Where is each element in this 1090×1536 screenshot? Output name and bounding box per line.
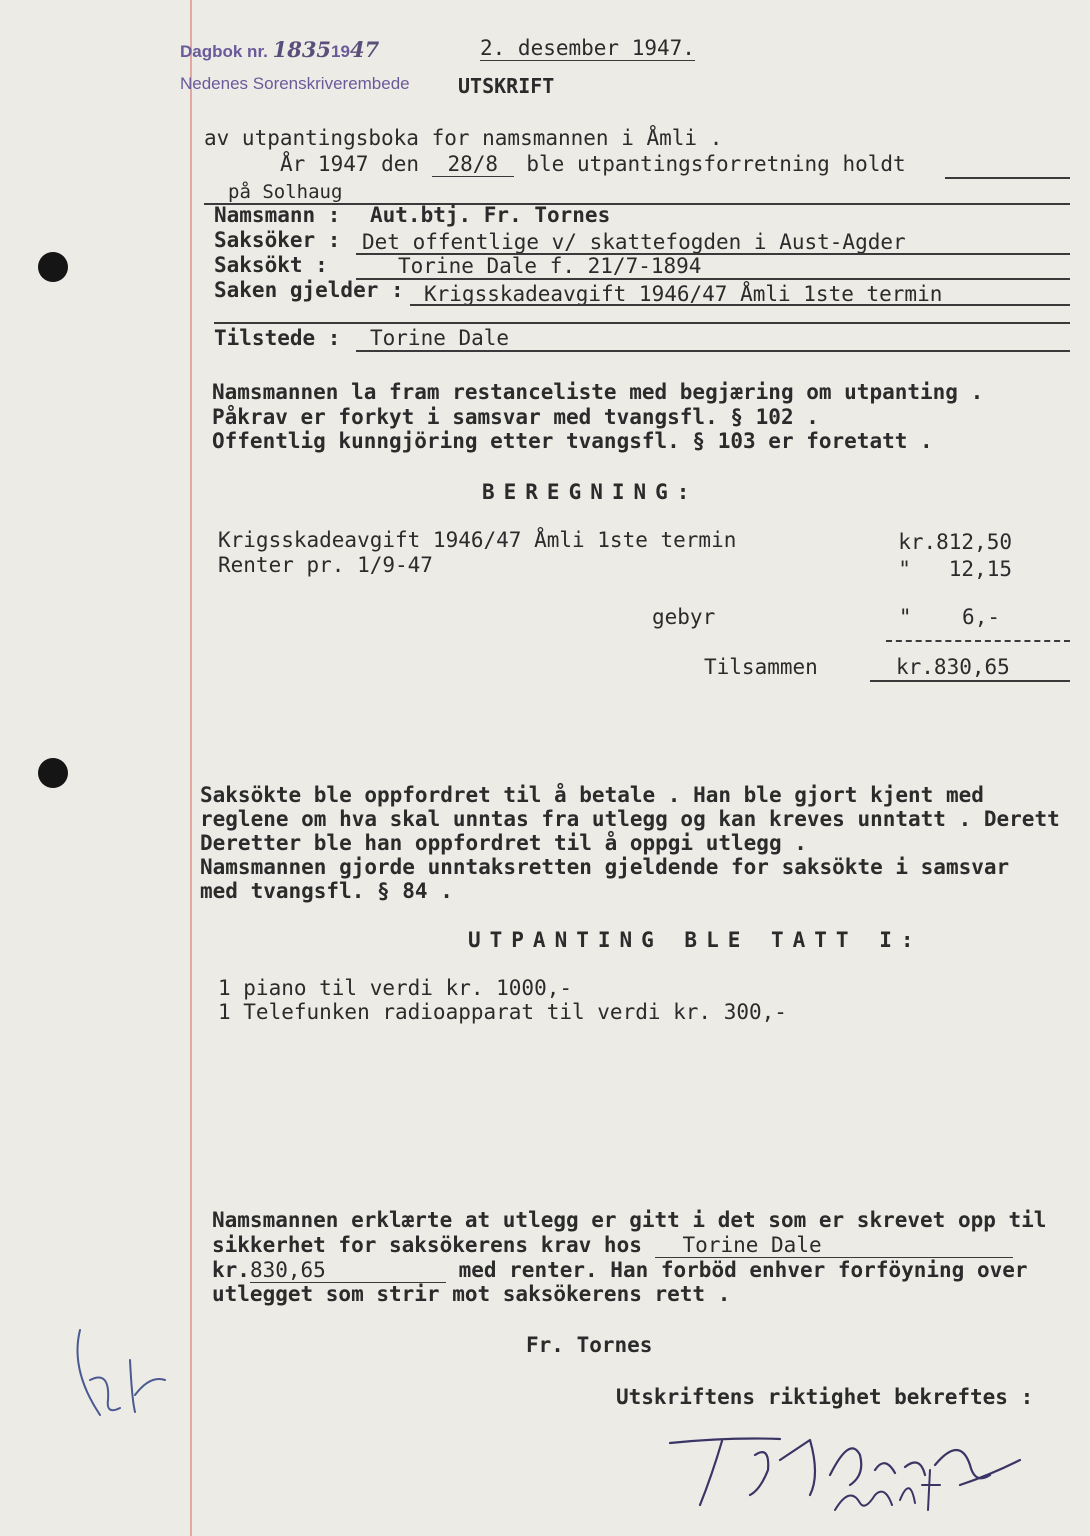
dagbok-year-prefix: 19 — [331, 42, 350, 61]
document-date: 2. desember 1947. — [480, 36, 695, 60]
total-label: Tilsammen — [704, 655, 818, 679]
namsmann-label: Namsmann : — [214, 203, 341, 227]
beregning-row-label: gebyr — [652, 605, 716, 629]
document-type: UTSKRIFT — [458, 74, 555, 98]
beregning-row-amount: " 6,- — [898, 605, 1000, 629]
para2-line: Saksökte ble oppfordret til å betale . Han ble gjort kjent med — [200, 783, 984, 807]
saksoker-value: Det offentlige v/ skattefogden i Aust-Agder — [362, 230, 906, 254]
margin-initials — [60, 1320, 180, 1430]
para2-line: Deretter ble han oppfordret til å oppgi utlegg . — [200, 831, 807, 855]
tilstede-label: Tilstede : — [214, 326, 341, 350]
handwritten-signature — [660, 1415, 1050, 1515]
intro-year: År 1947 den — [280, 152, 420, 176]
beregning-row-amount: kr.812,50 — [898, 530, 1012, 554]
para1-line: Påkrav er forkyt i samsvar med tvangsfl. § 102 . — [212, 405, 819, 429]
para2-line: med tvangsfl. § 84 . — [200, 879, 453, 903]
saksokt-value: Torine Dale f. 21/7-1894 — [398, 254, 702, 278]
fill-line — [356, 278, 1070, 280]
punch-hole — [38, 758, 68, 788]
fill-line — [410, 304, 1070, 306]
dagbok-year: 47 — [349, 37, 380, 62]
para3-line-4: utlegget som strir mot saksökerens rett . — [212, 1282, 731, 1306]
dagbok-number: 1835 — [272, 37, 332, 62]
saksoker-label: Saksöker : — [214, 228, 341, 252]
utpanting-item: 1 piano til verdi kr. 1000,- — [218, 976, 573, 1000]
office-stamp: Nedenes Sorenskriverembede — [180, 74, 410, 93]
namsmann-value: Aut.btj. Fr. Tornes — [370, 203, 611, 227]
sum-dash-line — [886, 640, 1070, 642]
fill-line — [356, 350, 1070, 352]
intro-place: på Solhaug — [228, 181, 343, 203]
saken-label: Saken gjelder : — [214, 278, 404, 302]
para1-line: Namsmannen la fram restanceliste med begjæring om utpanting . — [212, 380, 984, 404]
beregning-row-amount: " 12,15 — [898, 557, 1012, 581]
signer-name: Fr. Tornes — [526, 1333, 653, 1357]
utpanting-heading: UTPANTING BLE TATT I: — [468, 928, 923, 952]
creditor-name: Torine Dale — [655, 1233, 1013, 1258]
beregning-row-label: Renter pr. 1/9-47 — [218, 553, 433, 577]
amount-prefix: kr. — [212, 1258, 250, 1282]
claim-amount: 830,65 — [250, 1258, 446, 1283]
margin-rule — [190, 0, 192, 1536]
total-underline — [870, 680, 1070, 682]
intro-suffix: ble utpantingsforretning holdt — [526, 152, 906, 176]
fill-line — [945, 177, 1070, 179]
utpanting-item: 1 Telefunken radioapparat til verdi kr. 300,- — [218, 1000, 787, 1024]
para3-prefix: sikkerhet for saksökerens krav hos — [212, 1233, 642, 1257]
para3-line-1: Namsmannen erklærte at utlegg er gitt i det som er skrevet opp til — [212, 1208, 1047, 1232]
intro-line-1: av utpantingsboka for namsmannen i Åmli . — [204, 126, 723, 150]
beregning-row-label: Krigsskadeavgift 1946/47 Åmli 1ste termin — [218, 528, 737, 552]
para2-line: reglene om hva skal unntas fra utlegg og kan kreves unntatt . Derett — [200, 807, 1060, 831]
confirmation-text: Utskriftens riktighet bekreftes : — [616, 1385, 1034, 1409]
punch-hole — [38, 252, 68, 282]
para3-suffix: med renter. Han forböd enhver forföyning over — [458, 1258, 1028, 1282]
dagbok-label: Dagbok nr. — [180, 42, 268, 61]
fill-line — [214, 322, 1070, 324]
tilstede-value: Torine Dale — [370, 326, 510, 350]
para3-line-3 — [212, 1258, 1028, 1283]
para3-line-2 — [212, 1233, 1013, 1258]
para2-line: Namsmannen gjorde unntaksretten gjeldende for saksökte i samsvar — [200, 855, 1010, 879]
saksokt-label: Saksökt : — [214, 253, 328, 277]
dagbok-stamp — [180, 38, 379, 64]
beregning-heading: BEREGNING: — [482, 480, 699, 504]
para1-line: Offentlig kunngjöring etter tvangsfl. § 103 er foretatt . — [212, 429, 933, 453]
saken-value: Krigsskadeavgift 1946/47 Åmli 1ste termin — [424, 282, 943, 306]
total-amount: kr.830,65 — [896, 655, 1010, 679]
intro-date: 28/8 — [432, 152, 514, 177]
intro-line-2 — [280, 152, 906, 177]
